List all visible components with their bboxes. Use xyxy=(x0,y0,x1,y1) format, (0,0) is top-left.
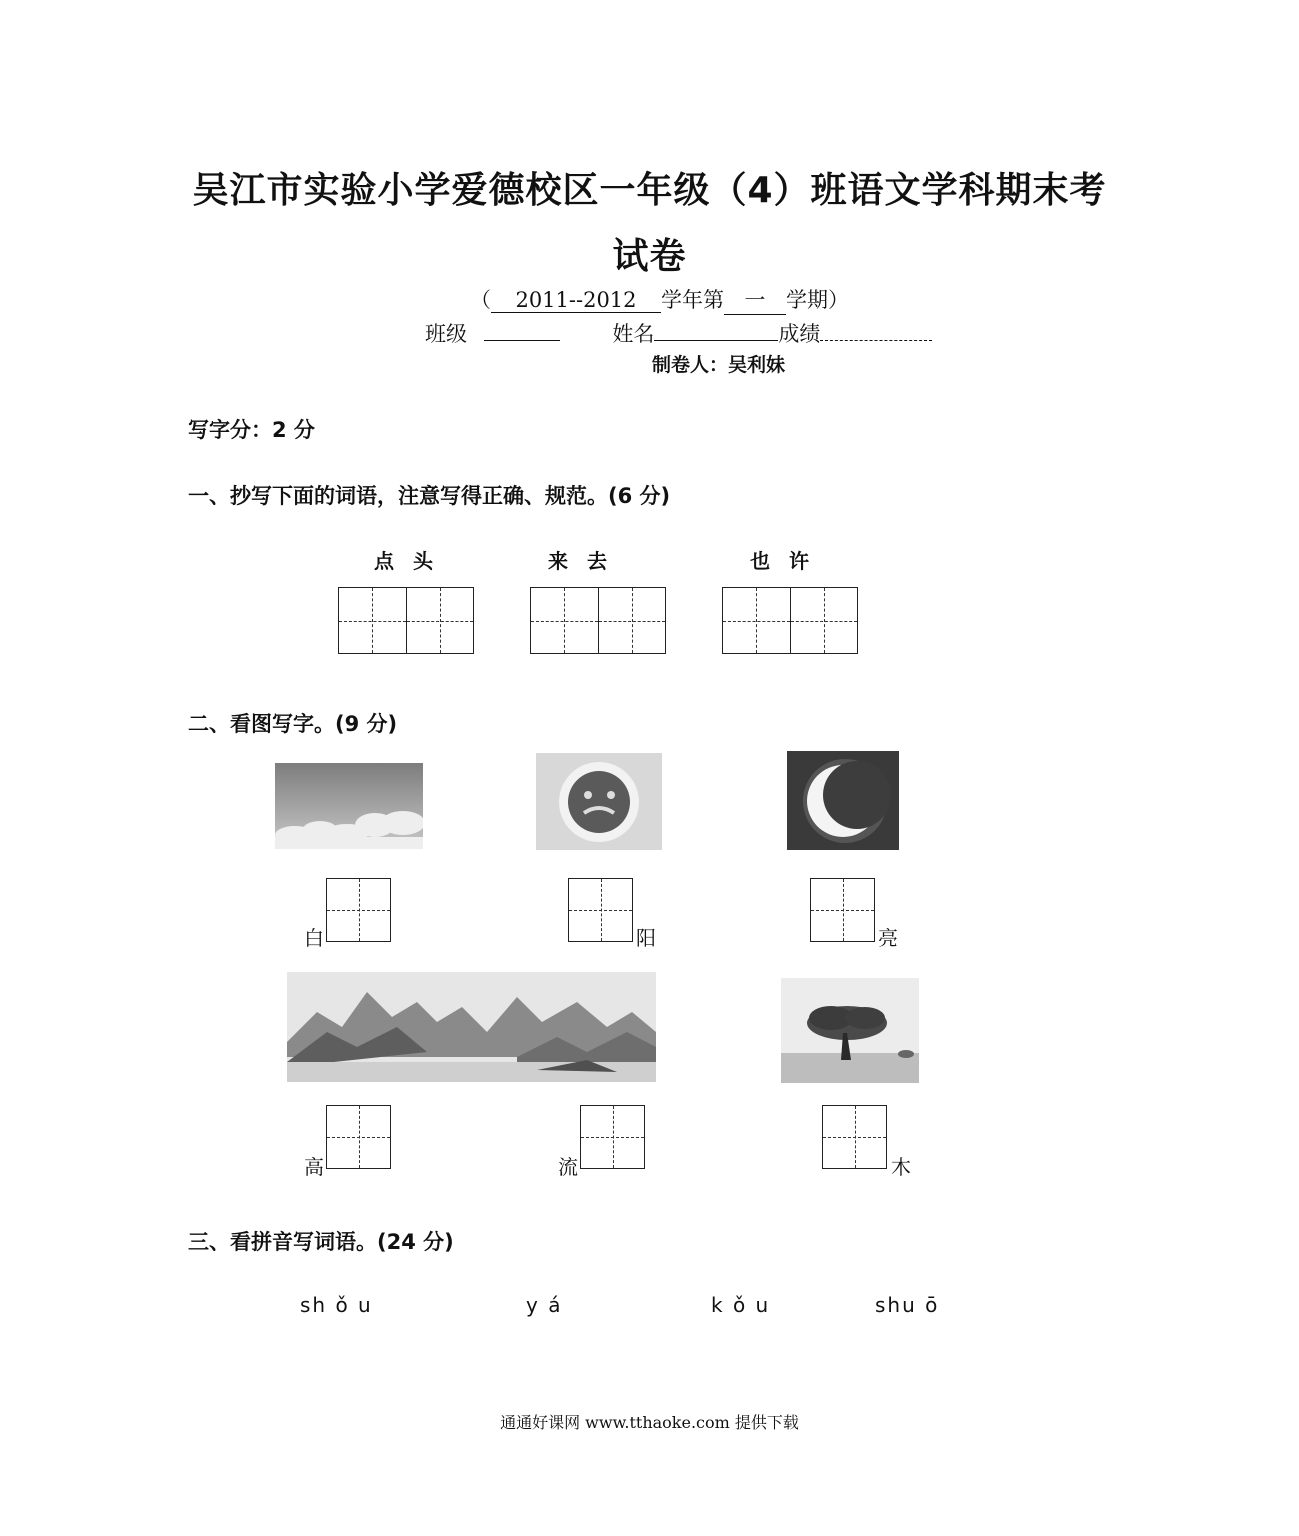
term-field: 一 xyxy=(724,284,786,315)
name-label: 姓名 xyxy=(612,322,655,346)
copy-grid-3[interactable] xyxy=(722,587,858,654)
moon-photo xyxy=(787,751,899,850)
copy-grid-1[interactable] xyxy=(338,587,474,654)
write-grid-mu[interactable] xyxy=(822,1105,887,1169)
section2-heading: 二、看图写字。(9 分) xyxy=(188,712,398,736)
pinyin-1: sh ǒ u xyxy=(300,1293,373,1317)
grid-cell[interactable] xyxy=(581,1106,644,1168)
pinyin-3: k ǒ u xyxy=(711,1293,771,1317)
copy-word-3: 也 许 xyxy=(750,549,815,573)
section3-heading: 三、看拼音写词语。(24 分) xyxy=(188,1230,454,1254)
page-title: 吴江市实验小学爱德校区一年级（4）班语文学科期末考 xyxy=(192,170,1107,211)
class-field[interactable] xyxy=(484,318,560,341)
name-field[interactable] xyxy=(654,318,778,341)
grid-cell[interactable] xyxy=(790,588,858,653)
grid-cell[interactable] xyxy=(531,588,598,653)
copy-word-2: 来 去 xyxy=(548,549,613,573)
sun-drawing xyxy=(536,753,662,850)
grid-cell[interactable] xyxy=(598,588,666,653)
grid-cell[interactable] xyxy=(569,879,632,941)
score-label: 成绩 xyxy=(778,322,821,346)
grid-cell[interactable] xyxy=(811,879,874,941)
char-label-liu: 流 xyxy=(558,1155,578,1179)
write-grid-liang[interactable] xyxy=(810,878,875,942)
grid-cell[interactable] xyxy=(327,1106,390,1168)
write-grid-gao[interactable] xyxy=(326,1105,391,1169)
footer-text: 通通好课网 www.tthaoke.com 提供下载 xyxy=(500,1413,799,1432)
score-field[interactable] xyxy=(820,318,932,341)
grid-cell[interactable] xyxy=(823,1106,886,1168)
grid-cell[interactable] xyxy=(327,879,390,941)
grid-cell[interactable] xyxy=(406,588,474,653)
char-label-liang: 亮 xyxy=(878,926,898,950)
year-range-field: 2011--2012 xyxy=(491,288,661,313)
section1-heading: 一、抄写下面的词语，注意写得正确、规范。(6 分) xyxy=(188,484,671,508)
author-line: 制卷人：吴利妹 xyxy=(652,354,786,376)
grid-cell[interactable] xyxy=(723,588,790,653)
pinyin-2: y á xyxy=(526,1293,563,1317)
char-label-yang: 阳 xyxy=(636,926,656,950)
clouds-photo xyxy=(275,763,423,849)
tree-photo xyxy=(781,978,919,1083)
copy-grid-2[interactable] xyxy=(530,587,666,654)
class-label: 班级 xyxy=(425,322,467,346)
grid-cell[interactable] xyxy=(339,588,406,653)
write-grid-yang[interactable] xyxy=(568,878,633,942)
char-label-gao: 高 xyxy=(304,1155,324,1179)
copy-word-1: 点 头 xyxy=(374,549,439,573)
write-grid-bai[interactable] xyxy=(326,878,391,942)
page-title-continued: 试卷 xyxy=(612,236,687,277)
writing-score: 写字分：2 分 xyxy=(188,418,315,442)
char-label-mu: 木 xyxy=(891,1155,911,1179)
year-line: （ 2011--2012 学年第 一 学期） xyxy=(470,284,849,315)
char-label-bai: 白 xyxy=(304,926,324,950)
write-grid-liu[interactable] xyxy=(580,1105,645,1169)
pinyin-4: shu ō xyxy=(875,1293,940,1317)
student-info-line xyxy=(425,318,932,348)
mountains-painting xyxy=(287,972,656,1082)
